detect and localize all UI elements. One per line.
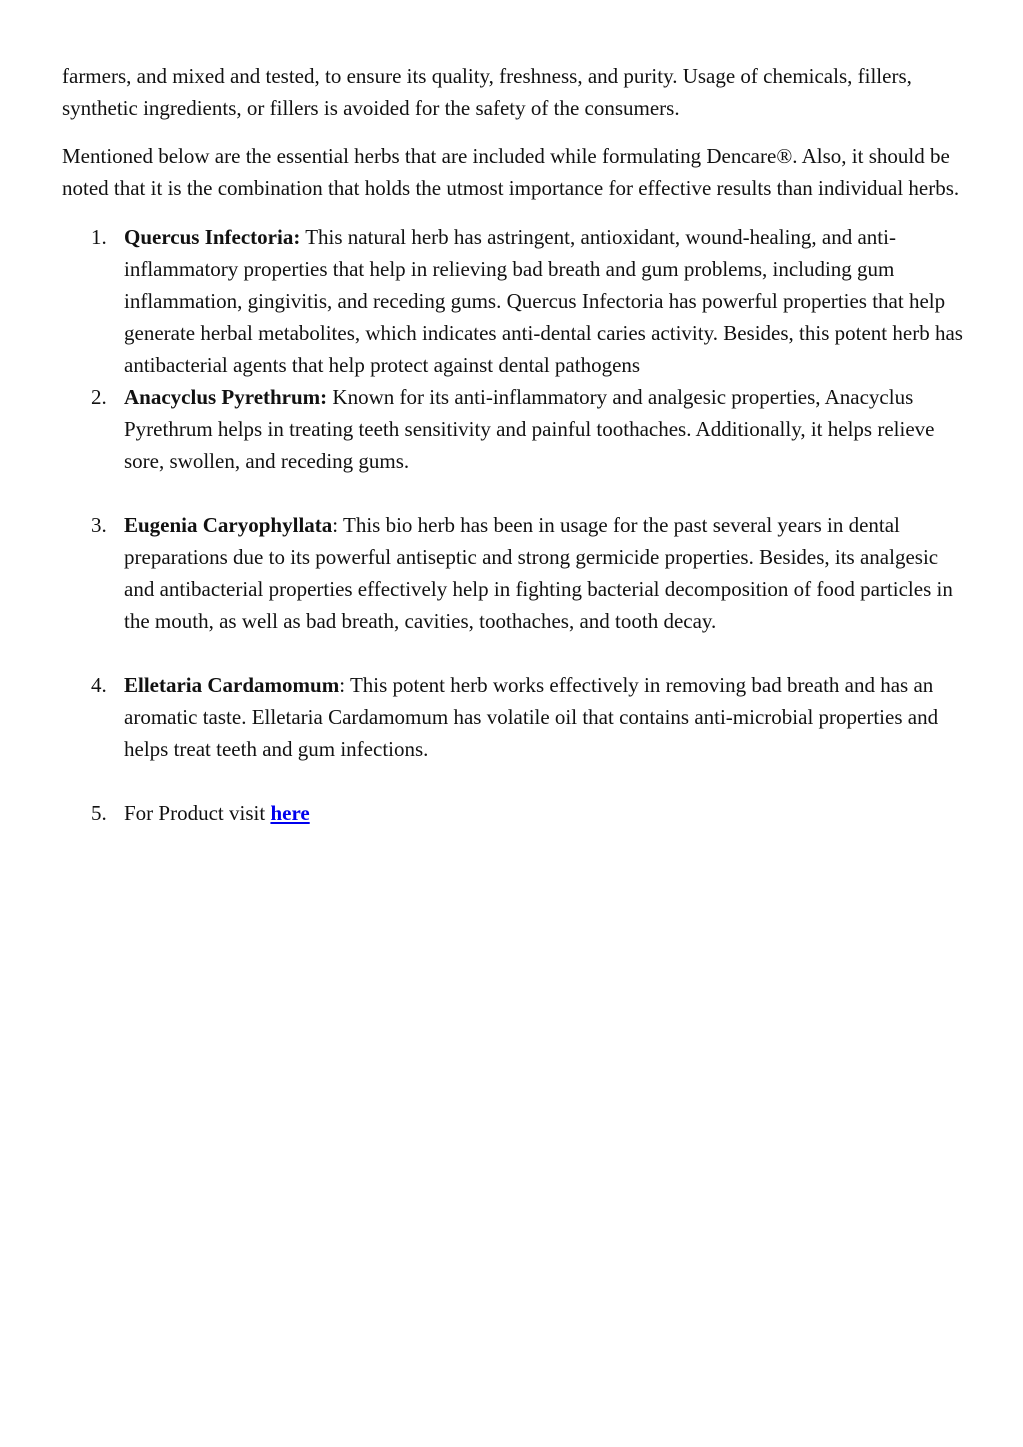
herb-name: Anacyclus Pyrethrum: — [124, 385, 328, 409]
list-number: 5. — [91, 801, 107, 825]
product-link[interactable]: here — [270, 801, 310, 825]
product-visit-text: For Product visit — [124, 801, 271, 825]
herb-name: Elletaria Cardamomum — [124, 673, 340, 697]
herb-name: Eugenia Caryophyllata — [124, 513, 333, 537]
herb-list — [62, 221, 963, 829]
list-number: 2. — [91, 385, 107, 409]
list-number: 1. — [91, 225, 107, 249]
herb-description: : This bio herb has been in usage for the past several years in dental preparations due to its powerful antiseptic and strong germicide properties. Besides, its analgesic and antibacterial properties effectively help in fighting bacterial decomposition of food particles in the mouth, as well as bad breath, cavities, toothaches, and tooth decay. — [124, 513, 953, 633]
product-list-item — [62, 797, 963, 829]
list-number: 3. — [91, 513, 107, 537]
list-number: 4. — [91, 673, 107, 697]
list-item — [62, 221, 963, 381]
herb-description: Known for its anti-inflammatory and analgesic properties, Anacyclus Pyrethrum helps in treating teeth sensitivity and painful toothaches. Additionally, it helps relieve sore, swollen, and receding gums. — [124, 385, 935, 473]
list-item — [62, 381, 963, 477]
herb-name: Quercus Infectoria: — [124, 225, 301, 249]
list-item — [62, 509, 963, 637]
list-item — [62, 669, 963, 765]
herb-description: : This potent herb works effectively in removing bad breath and has an aromatic taste. Elletaria Cardamomum has volatile oil that contains anti-microbial properties and helps treat teeth and gum infections. — [124, 673, 939, 761]
intro-paragraph-1: farmers, and mixed and tested, to ensure its quality, freshness, and purity. Usage of chemicals, fillers, synthetic ingredients, or fillers is avoided for the safety of the consumers. — [62, 64, 912, 120]
herb-description: This natural herb has astringent, antioxidant, wound-healing, and anti-inflammatory properties that help in relieving bad breath and gum problems, including gum inflammation, gingivitis, and receding gums. Quercus Infectoria has powerful properties that help generate herbal metabolites, which indicates anti-dental caries activity. Besides, this potent herb has antibacterial agents that help protect against dental pathogens — [124, 225, 963, 377]
intro-paragraph-2: Mentioned below are the essential herbs that are included while formulating Dencare®. Also, it should be noted that it is the combination that holds the utmost importance for effective results than individual herbs. — [62, 144, 960, 200]
